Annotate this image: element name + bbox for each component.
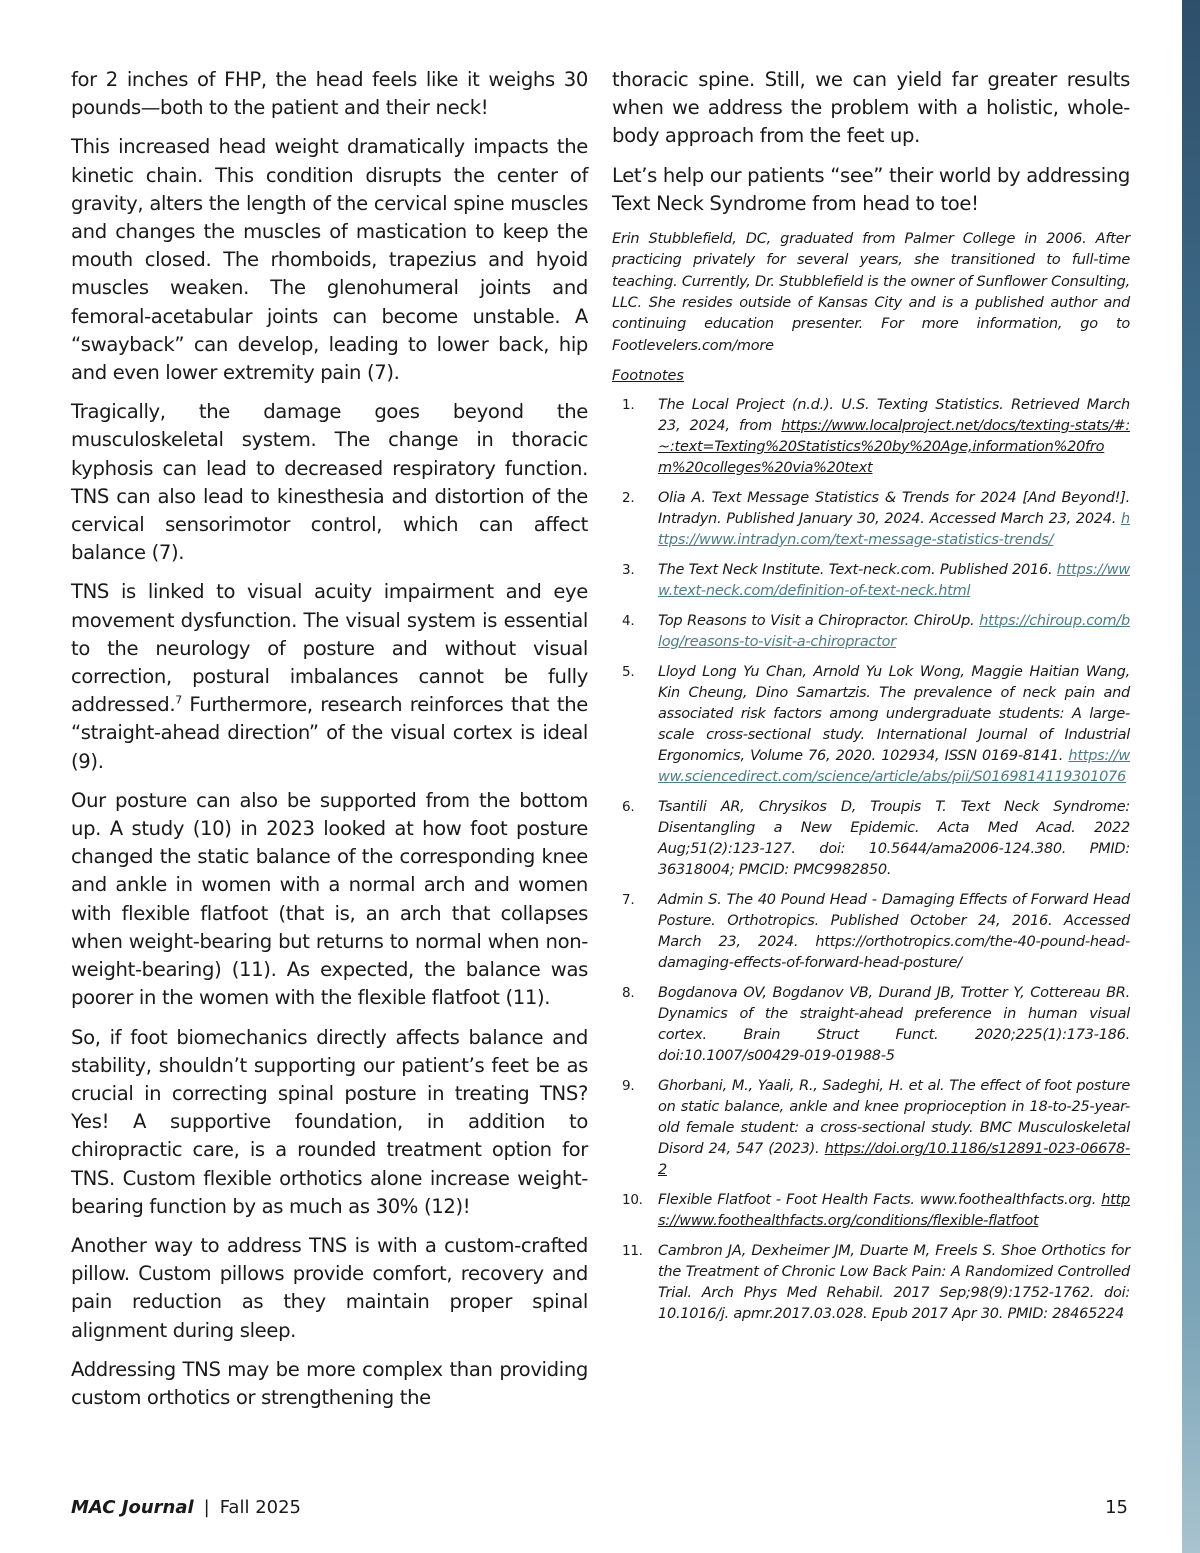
right-column xyxy=(612,66,1130,1334)
footnote-item xyxy=(612,797,1130,881)
footnote-text: Flexible Flatfoot - Foot Health Facts. www.foothealthfacts.org. xyxy=(658,1191,1102,1208)
footnote-text: Top Reasons to Visit a Chiropractor. ChiroUp. xyxy=(658,612,980,629)
footnote-number: 3. xyxy=(622,561,635,578)
page-footer xyxy=(71,1496,301,1520)
superscript-ref: 7 xyxy=(175,693,182,707)
footnote-link[interactable]: https://doi.org/10.1186/s12891-023-06678-2 xyxy=(658,1140,1130,1178)
author-bio: Erin Stubblefield, DC, graduated from Palmer College in 2006. After practicing privately for several years, she transitioned to full-time teaching. Currently, Dr. Stubblefield is the owner of Sunflower Consulting, LLC. She resides outside of Kansas City and is a published author and continuing education presenter. For more information, go to Footlevelers.com/more xyxy=(612,231,1130,354)
left-column xyxy=(71,66,588,1423)
footnote-link[interactable]: https://www.text-neck.com/definition-of-text-neck.html xyxy=(658,561,1130,599)
footnote-item xyxy=(612,395,1130,479)
paragraph: Our posture can also be supported from the bottom up. A study (10) in 2023 looked at how foot posture changed the static balance of the corresponding knee and ankle in women with a normal arch and women with flexible flatfoot (that is, an arch that collapses when weight-bearing but returns to normal when non-weight-bearing) (11). As expected, the balance was poorer in the women with the flexible flatfoot (11). xyxy=(71,788,588,1010)
footnote-number: 2. xyxy=(622,489,635,506)
paragraph-text: Furthermore, research reinforces that the “straight-ahead direction” of the visual cortex is ideal (9). xyxy=(71,693,588,773)
footnote-text: Admin S. The 40 Pound Head - Damaging Effects of Forward Head Posture. Orthotropics. Published October 24, 2016. Accessed March 23, 2024. https://orthotropics.com/the-40-pound-head-damaging-effects-of-forward-head-posture/ xyxy=(658,891,1130,971)
paragraph: This increased head weight dramatically impacts the kinetic chain. This condition disrupts the center of gravity, alters the length of the cervical spine muscles and changes the muscles of mastication to keep the mouth closed. The rhomboids, trapezius and hyoid muscles weaken. The glenohumeral joints and femoral-acetabular joints can become unstable. A “swayback” can develop, leading to lower back, hip and even lower extremity pain (7). xyxy=(71,135,588,385)
footnote-link[interactable]: https://www.intradyn.com/text-message-statistics-trends/ xyxy=(658,510,1130,548)
paragraph: Let’s help our patients “see” their world by addressing Text Neck Syndrome from head to toe! xyxy=(612,163,1130,215)
page-number: 15 xyxy=(1105,1497,1128,1518)
footnote-number: 4. xyxy=(622,612,635,629)
footer-separator: | xyxy=(203,1497,210,1518)
footnote-text: The Local Project (n.d.). U.S. Texting Statistics. Retrieved March 23, 2024, from xyxy=(658,396,1130,434)
footnote-item xyxy=(612,1241,1130,1325)
footnote-item xyxy=(612,890,1130,974)
footnote-item xyxy=(612,611,1130,653)
footnote-item xyxy=(612,560,1130,602)
paragraph xyxy=(71,578,588,775)
paragraph: for 2 inches of FHP, the head feels like it weighs 30 pounds—both to the patient and their neck! xyxy=(71,68,588,120)
paragraph-text: TNS is linked to visual acuity impairment and eye movement dysfunction. The visual system is essential to the neurology of posture and without visual correction, postural imbalances cannot be fully addressed. xyxy=(71,580,588,717)
issue-label: Fall 2025 xyxy=(219,1497,301,1518)
page-edge-band xyxy=(1182,0,1200,1553)
paragraph: thoracic spine. Still, we can yield far greater results when we address the problem with a holistic, whole-body approach from the feet up. xyxy=(612,68,1130,148)
footnote-number: 1. xyxy=(622,396,635,413)
footnotes-heading: Footnotes xyxy=(612,367,684,384)
footnote-text: Lloyd Long Yu Chan, Arnold Yu Lok Wong, Maggie Haitian Wang, Kin Cheung, Dino Samartzis. The prevalence of neck pain and associated risk factors among undergraduate students: A large-scale cross-sectional study. International Journal of Industrial Ergonomics, Volume 76, 2020. 102934, ISSN 0169-8141. xyxy=(658,663,1130,764)
footnote-item xyxy=(612,1076,1130,1181)
footnote-item xyxy=(612,1190,1130,1232)
paragraph: Tragically, the damage goes beyond the musculoskeletal system. The change in thoracic kyphosis can lead to decreased respiratory function. TNS can also lead to kinesthesia and distortion of the cervical sensorimotor control, which can affect balance (7). xyxy=(71,400,588,565)
footnote-number: 11. xyxy=(622,1242,643,1259)
footnote-link[interactable]: https://chiroup.com/blog/reasons-to-visit-a-chiropractor xyxy=(658,612,1130,650)
footnote-item xyxy=(612,662,1130,788)
footnote-text: Olia A. Text Message Statistics & Trends for 2024 [And Beyond!]. Intradyn. Published January 30, 2024. Accessed March 23, 2024. xyxy=(658,489,1130,527)
footnote-text: Ghorbani, M., Yaali, R., Sadeghi, H. et al. The effect of foot posture on static balance, ankle and knee proprioception in 18-to-25-year-old female student: a cross-sectional study. BMC Musculoskeletal Disord 24, 547 (2023). xyxy=(658,1077,1130,1157)
footnote-number: 10. xyxy=(622,1191,643,1208)
footnote-link[interactable]: https://www.localproject.net/docs/texting-stats/#:~:text=Texting%20Statistics%20by%20Age,information%20from%20colleges%20via%20text xyxy=(658,417,1130,476)
footnote-number: 5. xyxy=(622,663,635,680)
footnote-number: 7. xyxy=(622,891,635,908)
footnotes-list xyxy=(612,395,1130,1325)
footnote-link[interactable]: https://www.foothealthfacts.org/conditions/flexible-flatfoot xyxy=(658,1191,1130,1229)
paragraph: Another way to address TNS is with a custom-crafted pillow. Custom pillows provide comfort, recovery and pain reduction as they maintain proper spinal alignment during sleep. xyxy=(71,1233,588,1342)
paragraph: Addressing TNS may be more complex than providing custom orthotics or strengthening the xyxy=(71,1357,588,1409)
footnote-number: 6. xyxy=(622,798,635,815)
footnote-text: Tsantili AR, Chrysikos D, Troupis T. Text Neck Syndrome: Disentangling a New Epidemic. Acta Med Acad. 2022 Aug;51(2):123-127. doi: 10.5644/ama2006-124.380. PMID: 36318004; PMCID: PMC9982850. xyxy=(658,798,1130,878)
footnote-item xyxy=(612,983,1130,1067)
footnote-number: 9. xyxy=(622,1077,635,1094)
journal-name: MAC Journal xyxy=(71,1497,194,1518)
footnote-number: 8. xyxy=(622,984,635,1001)
paragraph: So, if foot biomechanics directly affects balance and stability, shouldn’t supporting our patient’s feet be as crucial in correcting spinal posture in treating TNS? Yes! A supportive foundation, in addition to chiropractic care, is a rounded treatment option for TNS. Custom flexible orthotics alone increase weight-bearing function by as much as 30% (12)! xyxy=(71,1025,588,1218)
footnote-text: Bogdanova OV, Bogdanov VB, Durand JB, Trotter Y, Cottereau BR. Dynamics of the straight-ahead preference in human visual cortex. Brain Struct Funct. 2020;225(1):173-186. doi:10.1007/s00429-019-01988-5 xyxy=(658,984,1130,1064)
footnote-text: The Text Neck Institute. Text-neck.com. Published 2016. xyxy=(658,561,1057,578)
footnote-item xyxy=(612,488,1130,551)
footnote-text: Cambron JA, Dexheimer JM, Duarte M, Freels S. Shoe Orthotics for the Treatment of Chronic Low Back Pain: A Randomized Controlled Trial. Arch Phys Med Rehabil. 2017 Sep;98(9):1752-1762. doi: 10.1016/j. apmr.2017.03.028. Epub 2017 Apr 30. PMID: 28465224 xyxy=(658,1242,1130,1322)
footnote-link[interactable]: https://www.sciencedirect.com/science/article/abs/pii/S0169814119301076 xyxy=(658,747,1130,785)
